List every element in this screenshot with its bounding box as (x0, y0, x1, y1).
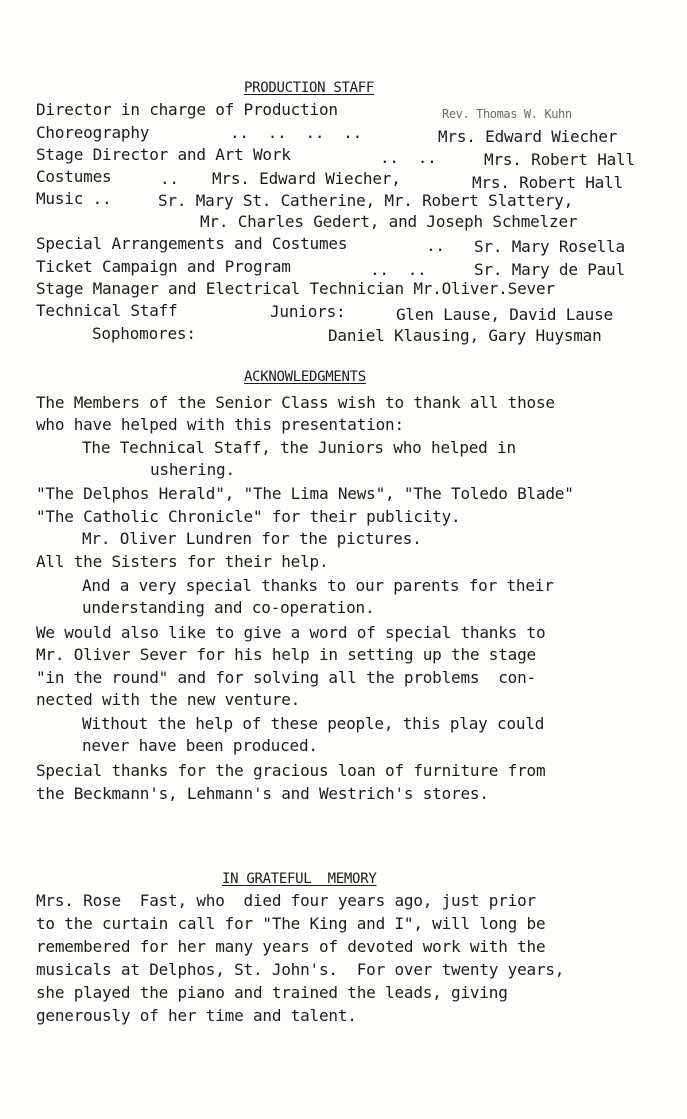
sophomores-names: Daniel Klausing, Gary Huysman (328, 326, 602, 345)
costumes-leader: .. (160, 169, 179, 188)
costumes-name-1: Mrs. Edward Wiecher, (212, 169, 401, 188)
memory-line: remembered for her many years of devoted work with the (36, 937, 546, 956)
juniors-names: Glen Lause, David Lause (396, 305, 613, 324)
memory-line: generously of her time and talent. (36, 1006, 357, 1025)
ack-line: never have been produced. (82, 736, 318, 755)
ack-line: ushering. (150, 460, 235, 479)
stage-director-label: Stage Director and Art Work (36, 145, 291, 164)
ack-line: "The Catholic Chronicle" for their publicity. (36, 507, 461, 526)
stage-director-name: Mrs. Robert Hall (484, 150, 635, 169)
ack-line: Special thanks for the gracious loan of furniture from (36, 761, 546, 780)
memory-heading: IN GRATEFUL MEMORY (222, 871, 377, 887)
ack-line: nected with the new venture. (36, 690, 301, 709)
music-label: Music .. (36, 189, 112, 208)
ack-line: Without the help of these people, this play could (82, 714, 545, 733)
director-label: Director in charge of Production (36, 100, 338, 119)
ack-line: We would also like to give a word of special thanks to (36, 623, 546, 642)
special-arrangements-name: Sr. Mary Rosella (474, 237, 625, 256)
ack-line: The Members of the Senior Class wish to thank all those (36, 393, 555, 412)
production-staff-heading: PRODUCTION STAFF (244, 80, 375, 96)
acknowledgments-heading: ACKNOWLEDGMENTS (244, 369, 366, 385)
memory-line: musicals at Delphos, St. John's. For over twenty years, (36, 960, 565, 979)
choreography-name: Mrs. Edward Wiecher (438, 127, 618, 146)
stage-manager-line: Stage Manager and Electrical Technician Mr.Oliver.Sever (36, 279, 555, 298)
memory-line: to the curtain call for "The King and I", will long be (36, 914, 546, 933)
special-arrangements-leader: .. (426, 236, 445, 255)
memory-line: she played the piano and trained the leads, giving (36, 983, 508, 1002)
ack-line: The Technical Staff, the Juniors who helped in (82, 438, 516, 457)
sophomores-label: Sophomores: (92, 324, 196, 343)
memory-line: Mrs. Rose Fast, who died four years ago, just prior (36, 891, 536, 910)
ack-line: understanding and co-operation. (82, 598, 375, 617)
costumes-name-2: Mrs. Robert Hall (472, 173, 623, 192)
music-line-2: Mr. Charles Gedert, and Joseph Schmelzer (200, 212, 578, 231)
ack-line: Mr. Oliver Lundren for the pictures. (82, 529, 422, 548)
ack-line: Mr. Oliver Sever for his help in setting up the stage (36, 645, 536, 664)
special-arrangements-label: Special Arrangements and Costumes (36, 234, 348, 253)
choreography-label: Choreography (36, 123, 150, 142)
ack-line: the Beckmann's, Lehmann's and Westrich's stores. (36, 784, 489, 803)
juniors-label: Juniors: (270, 302, 346, 321)
stage-director-leader: .. .. (380, 148, 437, 167)
ack-line: All the Sisters for their help. (36, 552, 329, 571)
music-line-1: Sr. Mary St. Catherine, Mr. Robert Slattery, (158, 191, 574, 210)
ack-line: And a very special thanks to our parents for their (82, 576, 554, 595)
ack-line: "in the round" and for solving all the problems con- (36, 668, 536, 687)
director-name: Rev. Thomas W. Kuhn (442, 107, 572, 121)
ack-line: who have helped with this presentation: (36, 415, 404, 434)
ticket-campaign-leader: .. .. (370, 260, 427, 279)
ticket-campaign-label: Ticket Campaign and Program (36, 257, 291, 276)
costumes-label: Costumes (36, 167, 112, 186)
ack-line: "The Delphos Herald", "The Lima News", "The Toledo Blade" (36, 484, 574, 503)
ticket-campaign-name: Sr. Mary de Paul (474, 260, 625, 279)
choreography-leader: .. .. .. .. (230, 123, 363, 142)
technical-staff-label: Technical Staff (36, 301, 178, 320)
